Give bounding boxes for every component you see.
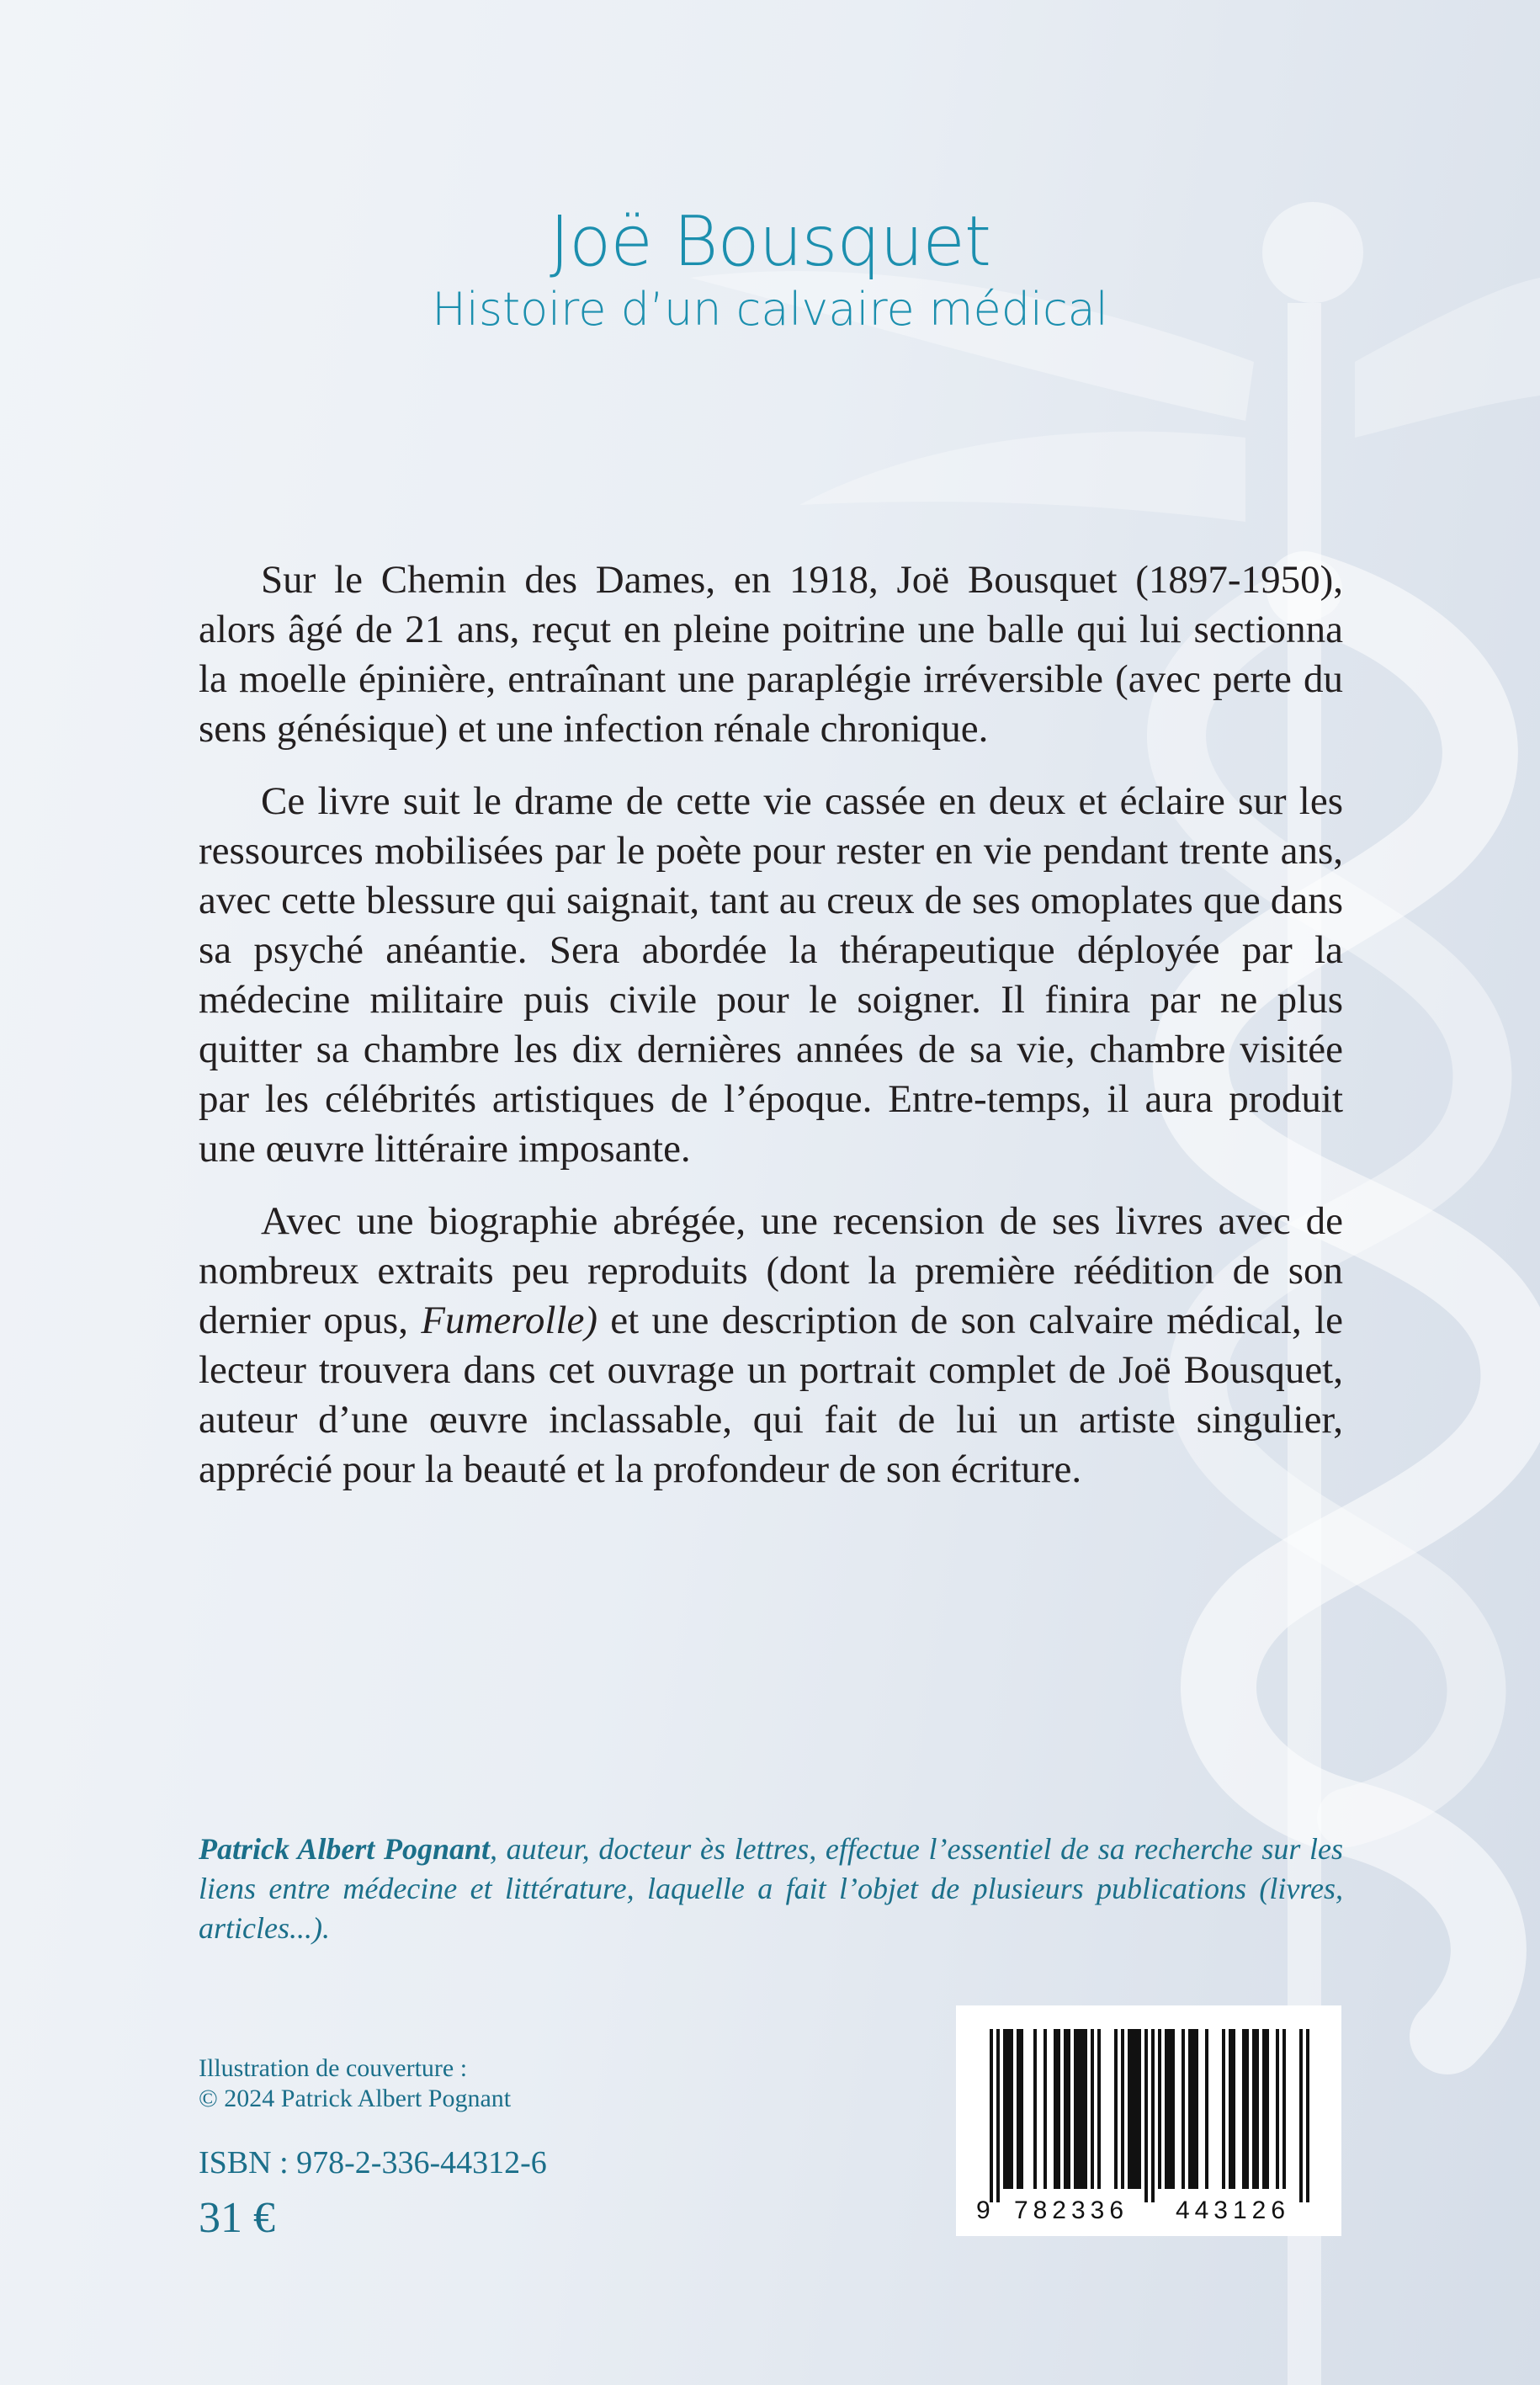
barcode <box>956 2005 1341 2236</box>
barcode-bar <box>1057 2029 1060 2189</box>
barcode-bar <box>1114 2029 1118 2189</box>
credits-line-2: © 2024 Patrick Albert Pognant <box>199 2085 512 2112</box>
barcode-bar <box>1245 2029 1249 2189</box>
barcode-bar <box>1299 2029 1303 2202</box>
blurb-p3-after: et une description de son calvaire médical, le lecteur trouvera dans cet ouvrage un portrait complet de Joë Bousquet, auteur d’une œuvre inclassable, qui fait de lui un artiste singulier, apprécié pour la beauté et la profondeur de son écriture. <box>199 1299 1343 1491</box>
barcode-bar <box>1134 2029 1138 2189</box>
barcode-bar <box>1067 2029 1070 2189</box>
author-bio-text: , auteur, docteur ès lettres, effectue l’essentiel de sa recherche sur les liens entre médecine et littérature, laquelle a fait l’objet de plusieurs publications (livres, articles...). <box>199 1832 1344 1945</box>
barcode-bar <box>1128 2029 1131 2189</box>
book-title: Joë Bousquet <box>549 202 991 282</box>
barcode-bar <box>1121 2029 1124 2189</box>
barcode-bar <box>1168 2029 1171 2189</box>
barcode-bar <box>1006 2029 1010 2189</box>
barcode-bar <box>1205 2029 1208 2189</box>
barcode-bar <box>1020 2029 1023 2189</box>
barcode-bar <box>1003 2029 1006 2189</box>
blurb-paragraph-3 <box>199 1197 1343 1495</box>
barcode-bar <box>1074 2029 1077 2189</box>
barcode-bar <box>1252 2029 1256 2189</box>
barcode-bar <box>1077 2029 1081 2189</box>
barcode-bar <box>1131 2029 1134 2189</box>
barcode-bar <box>1081 2029 1084 2189</box>
author-name: Patrick Albert Pognant <box>199 1832 491 1866</box>
barcode-bar <box>1054 2029 1057 2189</box>
barcode-bar <box>1195 2029 1198 2189</box>
barcode-bar <box>1229 2029 1232 2189</box>
barcode-bar <box>1282 2029 1286 2189</box>
barcode-graphic <box>956 2005 1341 2236</box>
barcode-bar <box>1064 2029 1067 2189</box>
barcode-bar <box>1017 2029 1020 2189</box>
blurb-p3-title: Fumerolle) <box>421 1299 597 1342</box>
barcode-bar <box>1171 2029 1175 2189</box>
back-cover-blurb <box>199 555 1343 1517</box>
barcode-bar <box>1010 2029 1013 2189</box>
blurb-paragraph-2: Ce livre suit le drame de cette vie cassée en deux et éclaire sur les ressources mobilisées par le poète pour rester en vie pendant trente ans, avec cette blessure qui saignait, tant au creux de ses omoplates que dans sa psyché anéantie. Sera abordée la thérapeutique déployée par la médecine militaire puis civile pour le soigner. Il finira par ne plus quitter sa chambre les dix dernières années de sa vie, chambre visitée par les célébrités artistiques de l’époque. Entre-temps, il aura produit une œuvre littéraire imposante. <box>199 779 1343 1171</box>
barcode-right-group: 443126 <box>1175 2196 1291 2224</box>
barcode-bar <box>1138 2029 1141 2189</box>
blurb-paragraph-1: Sur le Chemin des Dames, en 1918, Joë Bousquet (1897-1950), alors âgé de 21 ans, reçut en pleine poitrine une balle qui lui sectionna la moelle épinière, entraînant une paraplégie irréversible (avec perte du sens génésique) et une infection rénale chronique. <box>199 558 1343 751</box>
barcode-left-group: 782336 <box>1013 2196 1129 2224</box>
barcode-bar <box>1165 2029 1168 2189</box>
barcode-bar <box>1084 2029 1087 2189</box>
author-bio <box>199 1830 1343 1948</box>
barcode-bar <box>1232 2029 1235 2189</box>
barcode-bar <box>1262 2029 1266 2189</box>
barcode-bar <box>1266 2029 1269 2189</box>
isbn: ISBN : 978-2-336-44312-6 <box>199 2145 547 2180</box>
credits-line-1: Illustration de couverture : <box>199 2054 468 2082</box>
book-subtitle: Histoire d’un calvaire médical <box>432 283 1108 336</box>
barcode-bar <box>990 2029 993 2202</box>
title-block <box>0 200 1540 337</box>
blurb-p3-before: Avec une biographie abrégée, une recension de ses livres avec de nombreux extraits peu reproduits (dont la première réédition de son dernier opus, <box>199 1199 1343 1342</box>
barcode-first-digit: 9 <box>976 2196 990 2224</box>
barcode-bar <box>1242 2029 1245 2189</box>
barcode-bar <box>1151 2029 1155 2202</box>
cover-credits <box>199 2053 511 2114</box>
barcode-bar <box>1306 2029 1309 2202</box>
barcode-bar <box>1158 2029 1161 2189</box>
barcode-bar <box>1043 2029 1047 2189</box>
barcode-bar <box>1033 2029 1037 2189</box>
barcode-bar <box>1091 2029 1094 2189</box>
barcode-bar <box>1192 2029 1195 2189</box>
price: 31 € <box>199 2194 275 2242</box>
barcode-bar <box>1182 2029 1185 2189</box>
barcode-bar <box>1097 2029 1101 2189</box>
barcode-bar <box>1188 2029 1192 2189</box>
barcode-bar <box>1144 2029 1148 2202</box>
barcode-bar <box>1276 2029 1279 2189</box>
barcode-bar <box>1222 2029 1225 2189</box>
barcode-bar <box>1256 2029 1259 2189</box>
barcode-bars <box>990 2029 1309 2202</box>
barcode-bar <box>996 2029 1000 2202</box>
